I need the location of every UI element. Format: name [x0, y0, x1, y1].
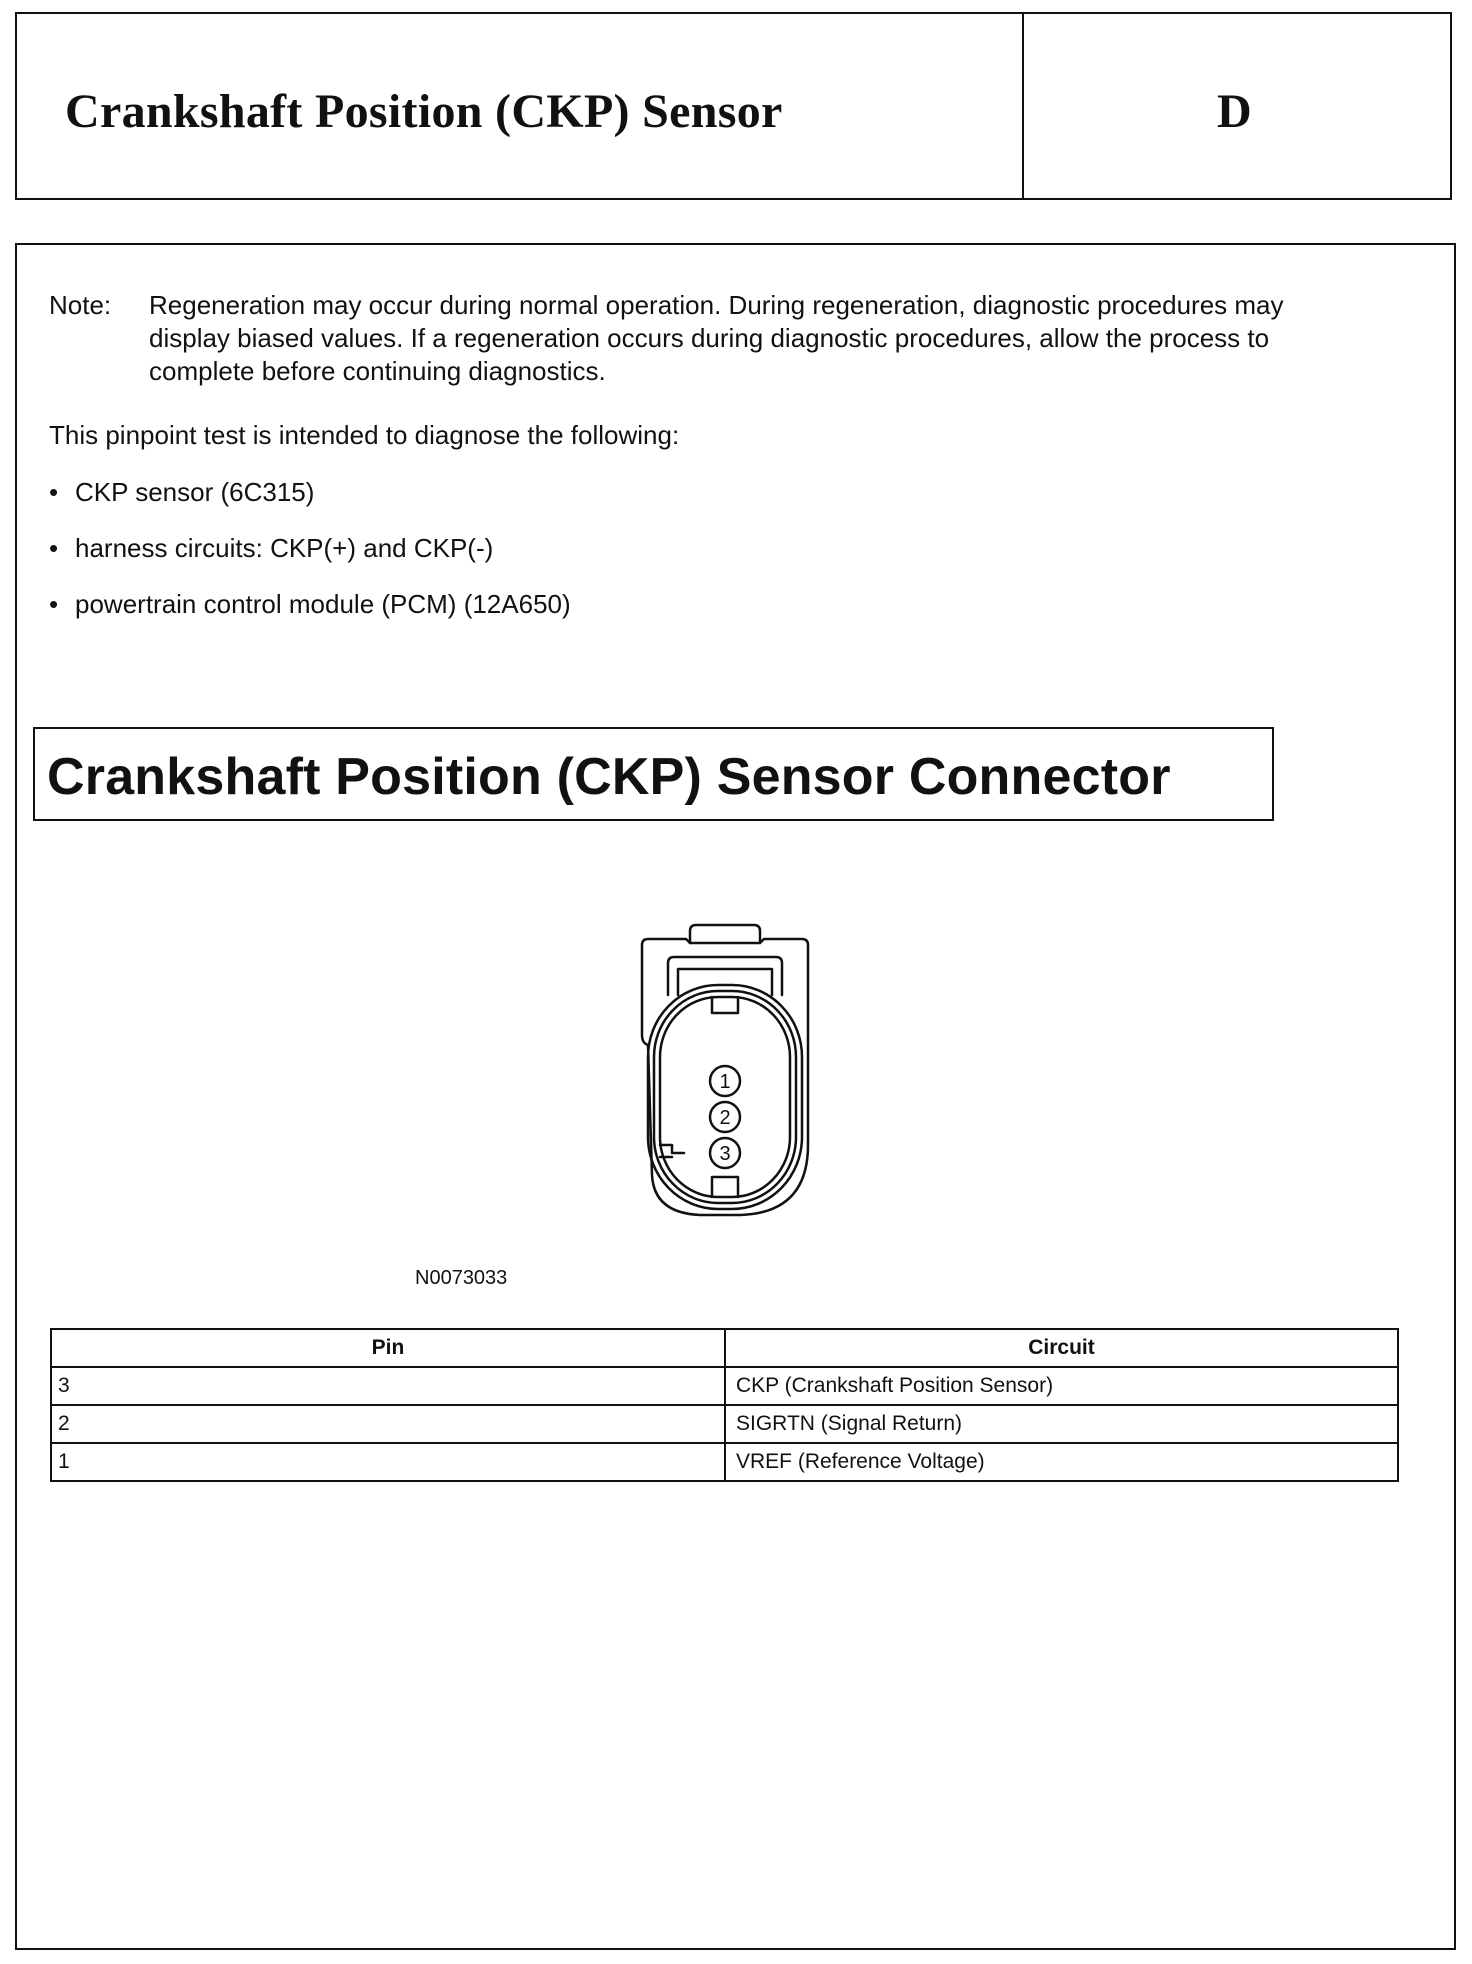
bullet-icon: • [49, 477, 59, 507]
table-header-row [51, 1329, 1398, 1367]
connector-title: Crankshaft Position (CKP) Sensor Connector [47, 748, 1171, 806]
table-row [51, 1405, 1398, 1443]
pin-table [50, 1328, 1399, 1482]
circuit-cell: CKP (Crankshaft Position Sensor) [725, 1367, 1398, 1405]
column-header-pin: Pin [51, 1329, 725, 1367]
pin-label: 1 [719, 1071, 731, 1093]
list-item: • powertrain control module (PCM) (12A650) [49, 589, 571, 619]
pin-cell: 2 [51, 1405, 725, 1443]
connector-diagram [630, 895, 850, 1235]
page-title: Crankshaft Position (CKP) Sensor [65, 85, 783, 138]
pin-cell: 3 [51, 1367, 725, 1405]
note-label: Note: [49, 290, 112, 320]
table-row [51, 1367, 1398, 1405]
list-item: • harness circuits: CKP(+) and CKP(-) [49, 533, 494, 563]
circuit-cell: VREF (Reference Voltage) [725, 1443, 1398, 1481]
header-divider [1022, 14, 1024, 198]
bullet-icon: • [49, 533, 59, 563]
figure-code: N0073033 [415, 1267, 508, 1289]
pin-label: 3 [719, 1143, 731, 1165]
column-header-circuit: Circuit [725, 1329, 1398, 1367]
content-panel [15, 243, 1456, 1950]
table-row [51, 1443, 1398, 1481]
bullet-icon: • [49, 589, 59, 619]
pin-label: 2 [719, 1107, 731, 1129]
page-header [15, 12, 1452, 200]
list-item: • CKP sensor (6C315) [49, 477, 315, 507]
connector-heading-box [33, 727, 1274, 821]
intro-text: This pinpoint test is intended to diagnose the following: [49, 420, 680, 450]
pin-cell: 1 [51, 1443, 725, 1481]
note-text: Regeneration may occur during normal operation. During regeneration, diagnostic procedures may display biased values. If a regeneration occurs during diagnostic procedures, allow the process to complete before continuing diagnostics. [149, 290, 1284, 386]
section-code: D [1217, 85, 1252, 138]
circuit-cell: SIGRTN (Signal Return) [725, 1405, 1398, 1443]
diagnose-list [49, 477, 571, 645]
